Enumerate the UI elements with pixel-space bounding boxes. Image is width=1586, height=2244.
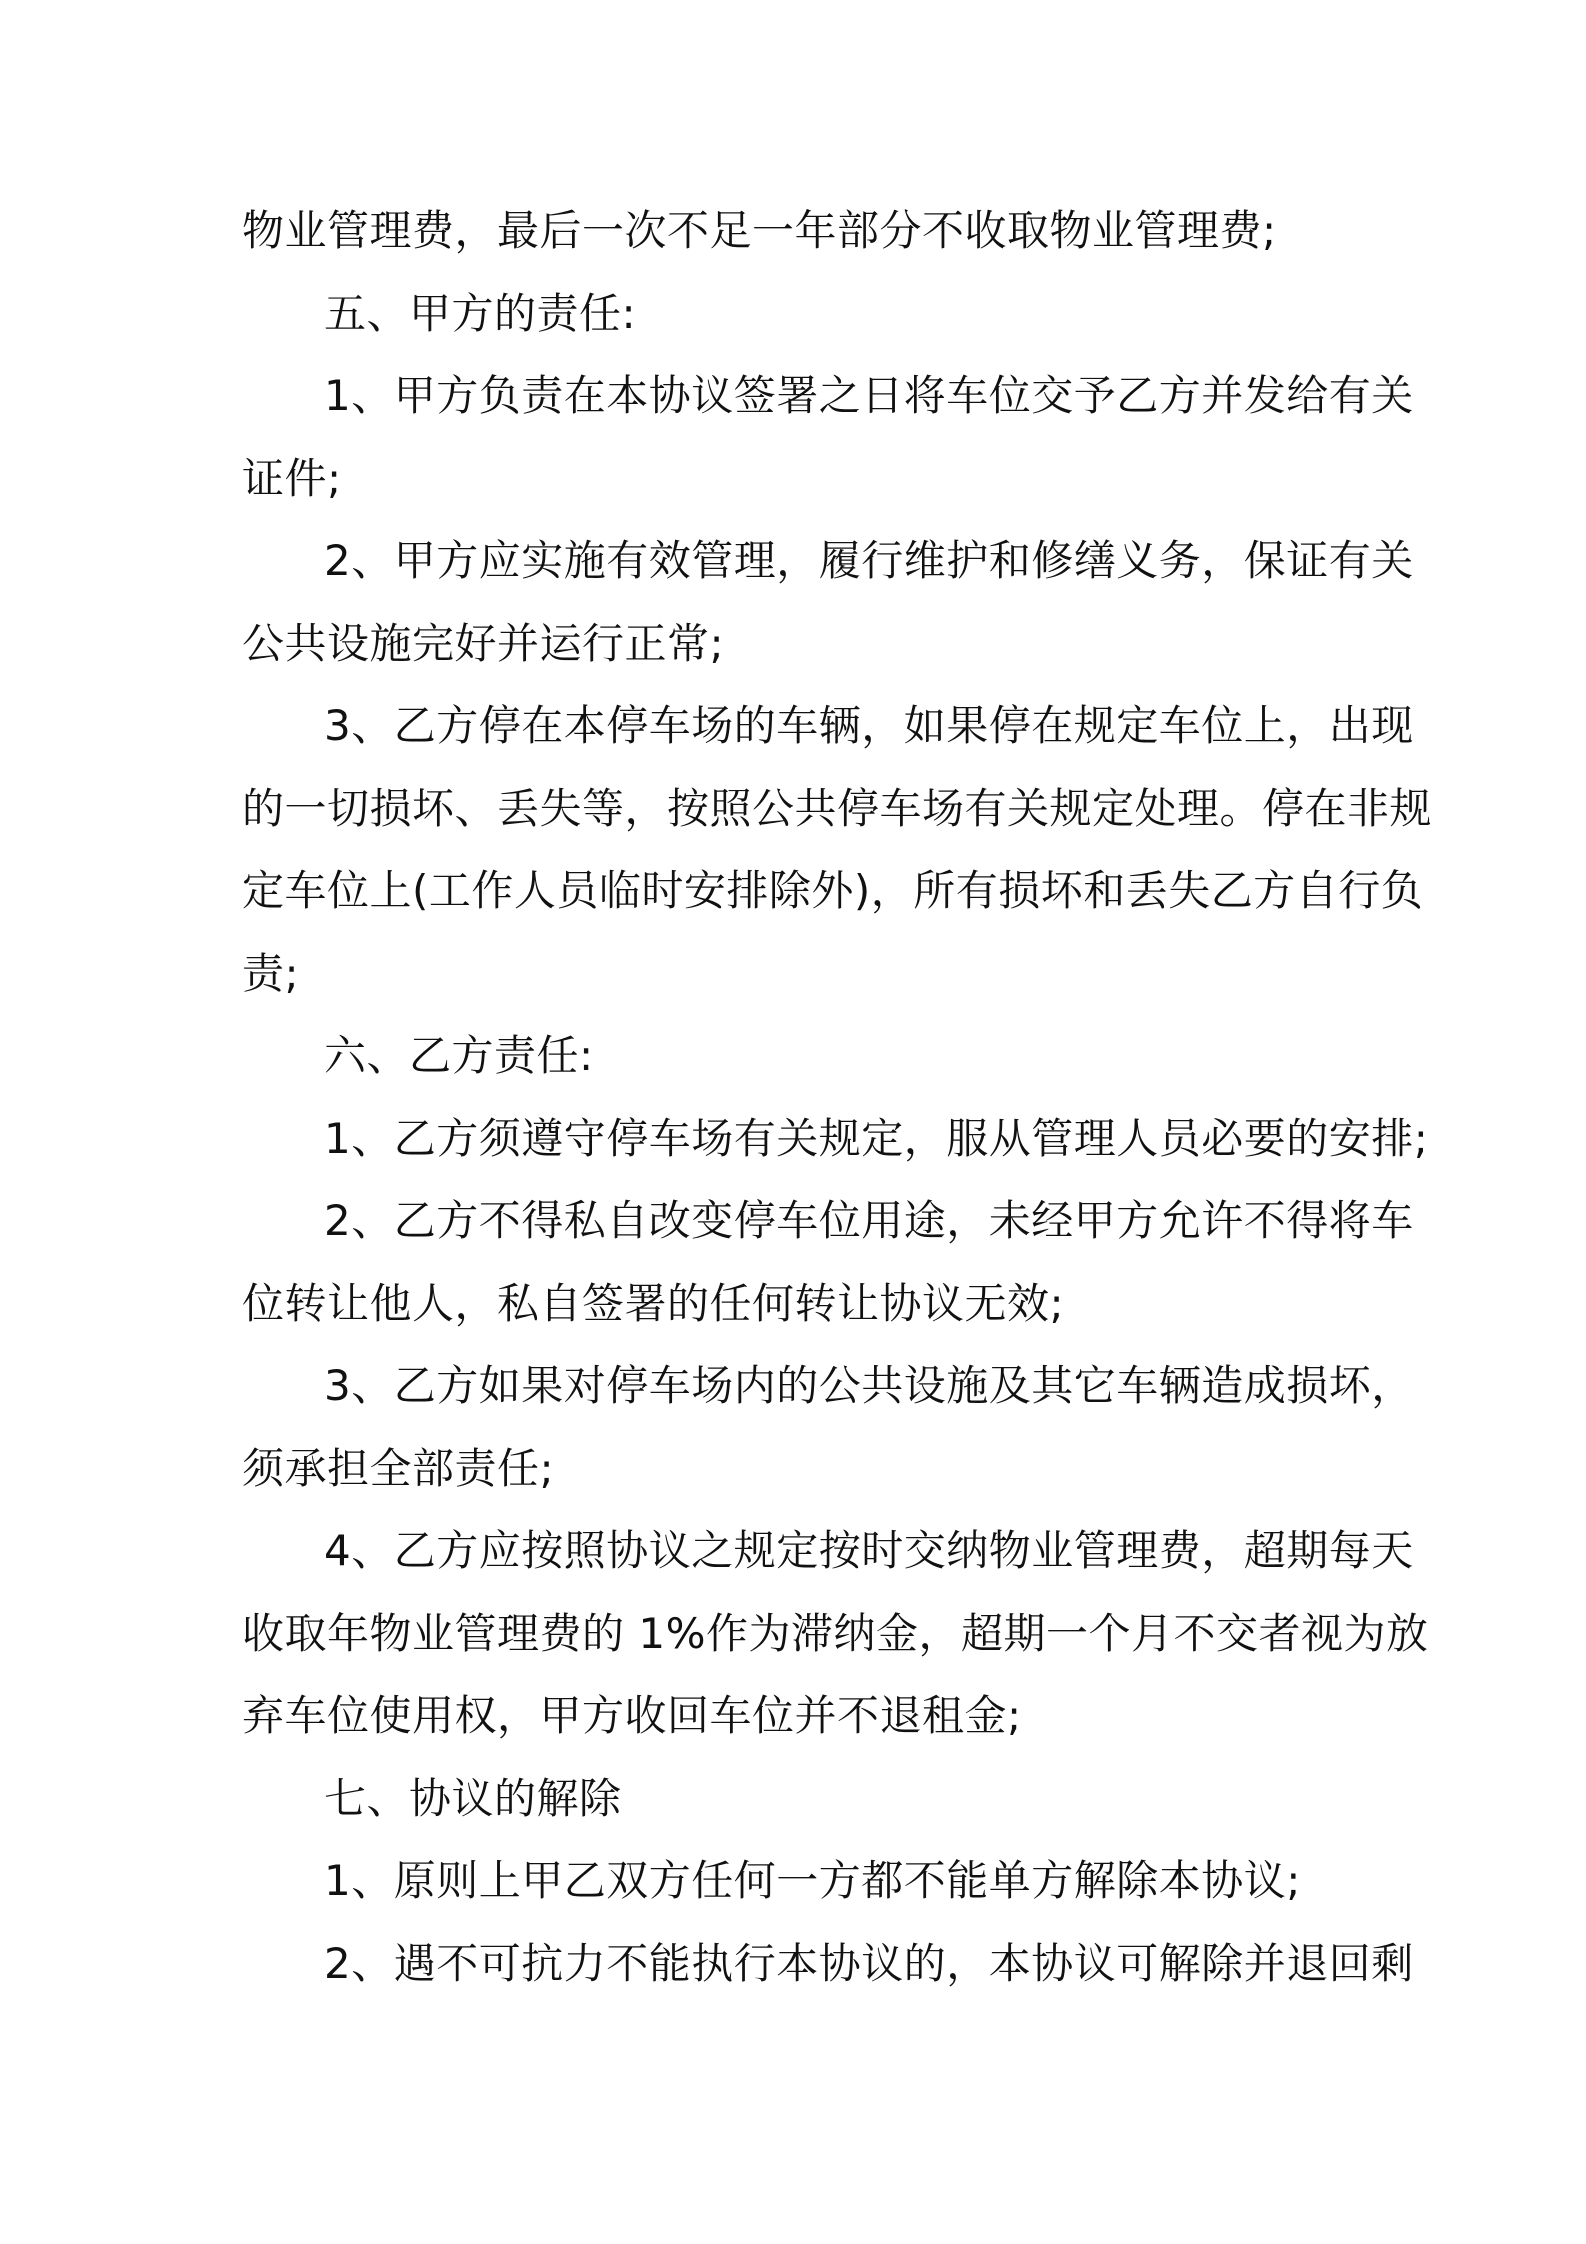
text-line: 弃车位使用权，甲方收回车位并不退租金;	[242, 1691, 1022, 1740]
text-line: 的一切损坏、丢失等，按照公共停车场有关规定处理。停在非规	[242, 783, 1433, 833]
text-line: 定车位上(工作人员临时安排除外)，所有损坏和丢失乙方自行负	[242, 866, 1424, 915]
text-line: 公共设施完好并运行正常;	[242, 618, 725, 668]
text-line: 1、原则上甲乙双方任何一方都不能单方解除本协议;	[324, 1856, 1301, 1905]
document-body	[242, 190, 1433, 2005]
text-line: 位转让他人，私自签署的任何转让协议无效;	[242, 1278, 1065, 1328]
section-heading: 六、乙方责任:	[324, 1031, 594, 1080]
section-heading: 七、协议的解除	[324, 1773, 622, 1823]
text-line: 收取年物业管理费的 1%作为滞纳金，超期一个月不交者视为放	[242, 1608, 1429, 1658]
text-line: 须承担全部责任;	[242, 1443, 555, 1493]
section-heading: 五、甲方的责任:	[324, 288, 637, 338]
text-line: 证件;	[242, 453, 342, 503]
text-line: 2、遇不可抗力不能执行本协议的，本协议可解除并退回剩	[324, 1938, 1414, 1988]
text-line: 2、甲方应实施有效管理，履行维护和修缮义务，保证有关	[324, 536, 1414, 585]
text-line: 1、乙方须遵守停车场有关规定，服从管理人员必要的安排;	[324, 1113, 1429, 1163]
text-line: 1、甲方负责在本协议签署之日将车位交予乙方并发给有关	[324, 371, 1414, 420]
text-line: 责;	[242, 948, 300, 998]
text-line: 2、乙方不得私自改变停车位用途，未经甲方允许不得将车	[324, 1196, 1414, 1245]
text-line: 4、乙方应按照协议之规定按时交纳物业管理费，超期每天	[324, 1526, 1414, 1575]
text-line: 3、乙方如果对停车场内的公共设施及其它车辆造成损坏，	[324, 1361, 1414, 1410]
text-line: 3、乙方停在本停车场的车辆，如果停在规定车位上，出现	[324, 701, 1414, 750]
text-line: 物业管理费，最后一次不足一年部分不收取物业管理费;	[242, 206, 1277, 255]
